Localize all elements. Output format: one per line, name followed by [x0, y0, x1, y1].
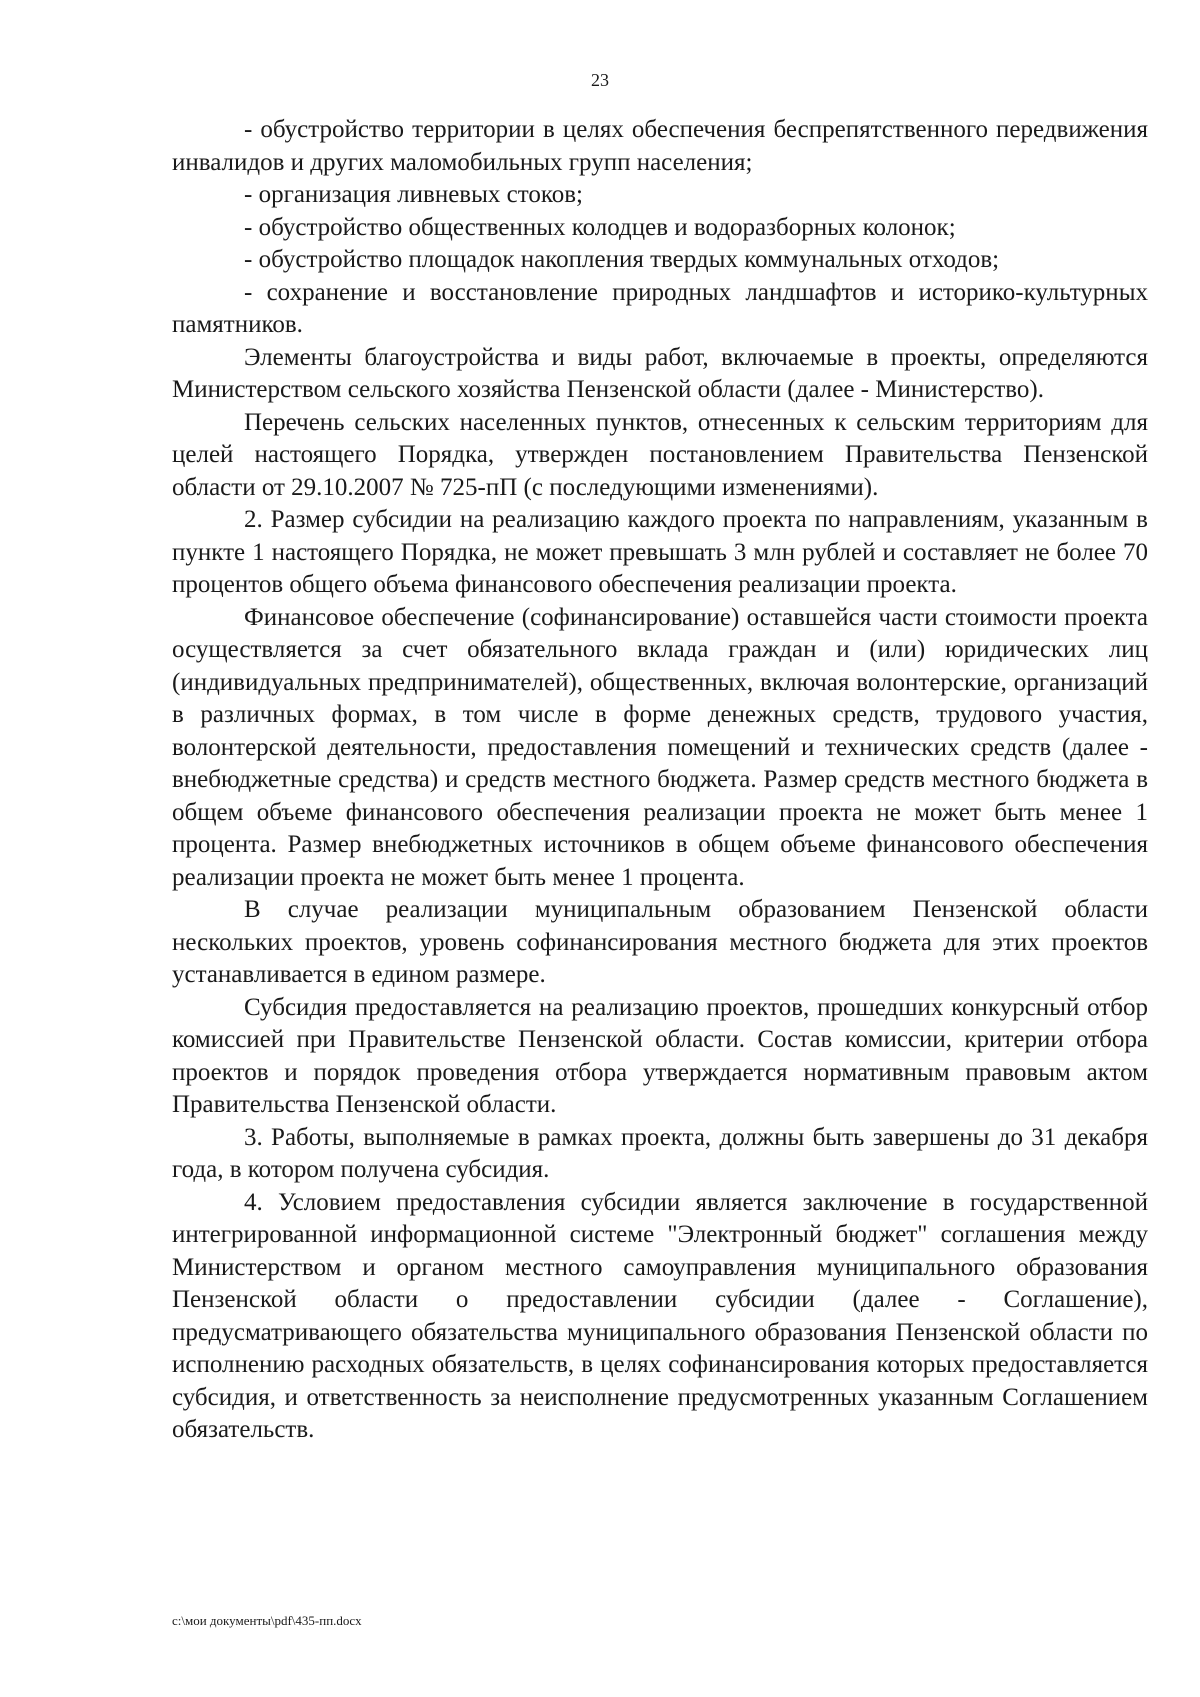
paragraph-works-deadline: 3. Работы, выполняемые в рамках проекта, должны быть завершены до 31 декабря года, в котором получена субсидия. [172, 1123, 1148, 1183]
paragraph-multiple-projects: В случае реализации муниципальным образованием Пензенской области нескольких проектов, уровень софинансирования местного бюджета для этих проектов устанавливается в едином размере. [172, 896, 1148, 988]
paragraph-bullet-wells: - обустройство общественных колодцев и водоразборных колонок; [244, 213, 956, 241]
paragraph-bullet-waste-sites: - обустройство площадок накопления твердых коммунальных отходов; [244, 246, 1000, 273]
document-body [172, 114, 1148, 1447]
page-number: 23 [591, 70, 609, 90]
paragraph-agreement-condition: 4. Условием предоставления субсидии является заключение в государственной интегрированной информационной системе "Электронный бюджет" соглашения между Министерством и органом местного самоуправления муниципального образования Пензенской области о предоставлении субсидии (далее - Соглашение), предусматривающего обязательства муниципального образования Пензенской области по исполнению расходных обязательств, в целях софинансирования которых предоставляется субсидия, и ответственность за неисполнение предусмотренных указанным Соглашением обязательств. [172, 1188, 1148, 1443]
paragraph-bullet-landscapes: - сохранение и восстановление природных ландшафтов и историко-культурных памятников. [172, 278, 1148, 338]
paragraph-subsidy-size: 2. Размер субсидии на реализацию каждого проекта по направлениям, указанным в пункте 1 настоящего Порядка, не может превышать 3 млн рублей и составляет не более 70 процентов общего объема финансового обеспечения реализации проекта. [172, 506, 1148, 598]
footer-file-path: c:\мои документы\pdf\435-пп.docx [172, 1613, 362, 1628]
paragraph-improvement-elements: Элементы благоустройства и виды работ, включаемые в проекты, определяются Министерством сельского хозяйства Пензенской области (далее - Министерство). [172, 343, 1148, 403]
paragraph-bullet-storm-drains: - организация ливневых стоков; [244, 181, 583, 208]
paragraph-rural-settlements: Перечень сельских населенных пунктов, отнесенных к сельским территориям для целей настоящего Порядка, утвержден постановлением Правительства Пензенской области от 29.10.2007 № 725-пП (с последующими изменениями). [172, 408, 1148, 501]
paragraph-cofinancing: Финансовое обеспечение (софинансирование) оставшейся части стоимости проекта осуществляется за счет обязательного вклада граждан и (или) юридических лиц (индивидуальных предпринимателей), общественных, включая волонтерские, организаций в различных формах, в том числе в форме денежных средств, трудового участия, волонтерской деятельности, предоставления помещений и технических средств (далее - внебюджетные средства) и средств местного бюджета. Размер средств местного бюджета в общем объеме финансового обеспечения реализации проекта не может быть менее 1 процента. Размер внебюджетных источников в общем объеме финансового обеспечения реализации проекта не может быть менее 1 процента. [172, 603, 1148, 891]
paragraph-bullet-barrier-free: - обустройство территории в целях обеспечения беспрепятственного передвижения инвалидов и других маломобильных групп населения; [172, 116, 1148, 176]
paragraph-competitive-selection: Субсидия предоставляется на реализацию проектов, прошедших конкурсный отбор комиссией при Правительстве Пензенской области. Состав комиссии, критерии отбора проектов и порядок проведения отбора утверждается нормативным правовым актом Правительства Пензенской области. [172, 993, 1148, 1118]
